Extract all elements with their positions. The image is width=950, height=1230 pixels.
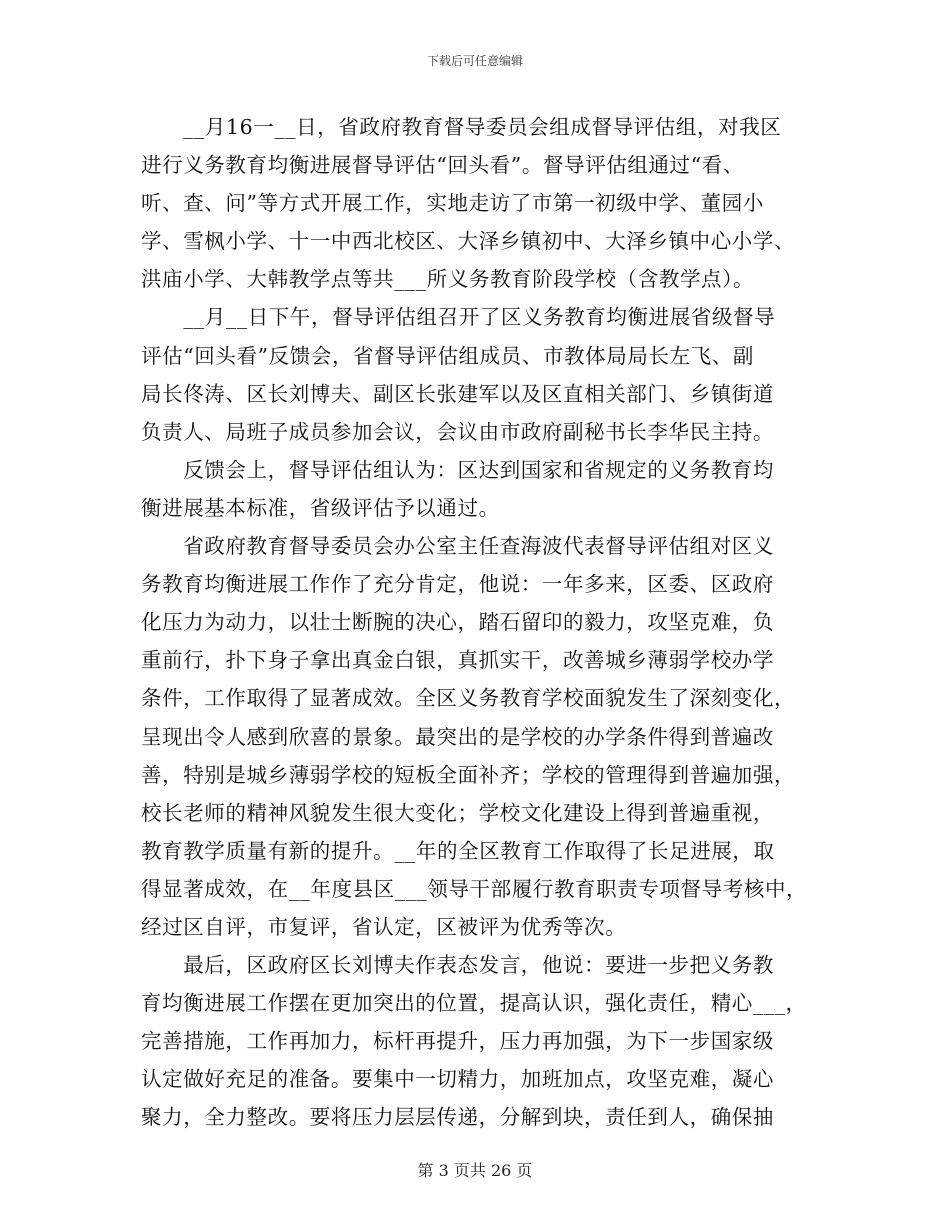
text-line: 进行义务教育均衡进展督导评估“回头看”。督导评估组通过“看、 [141, 153, 744, 178]
document-body [141, 108, 813, 1137]
text-line: 衡进展基本标准，省级评估予以通过。 [141, 495, 500, 520]
text-line: 校长老师的精神风貌发生很大变化；学校文化建设上得到普遍重视， [141, 800, 774, 825]
text-line: 育均衡进展工作摆在更加突出的位置，提高认识，强化责任，精心___， [141, 991, 807, 1016]
text-line: 聚力，全力整改。要将压力层层传递，分解到块，责任到人，确保抽 [141, 1105, 774, 1130]
text-line: 省政府教育督导委员会办公室主任查海波代表督导评估组对区义 [141, 534, 774, 559]
text-line: 呈现出令人感到欣喜的景象。最突出的是学校的办学条件得到普遍改 [141, 724, 774, 749]
text-line: 听、查、问”等方式开展工作，实地走访了市第一初级中学、董园小 [141, 191, 764, 216]
text-line: 反馈会上，督导评估组认为：区达到国家和省规定的义务教育均 [141, 457, 774, 482]
text-line: __月16一__日，省政府教育督导委员会组成督导评估组，对我区 [141, 115, 782, 139]
text-line: 务教育均衡进展工作作了充分肯定，他说：一年多来，区委、区政府 [141, 572, 774, 597]
text-line: 教育教学质量有新的提升。__年的全区教育工作取得了长足进展，取 [141, 838, 775, 863]
text-line: 化压力为动力，以壮士断腕的决心，踏石留印的毅力，攻坚克难，负 [141, 610, 774, 635]
text-line: 经过区自评，市复评，省认定，区被评为优秀等次。 [141, 914, 627, 939]
text-line: 完善措施，工作再加力，标杆再提升，压力再加强，为下一步国家级 [141, 1029, 774, 1054]
text-line: 善，特别是城乡薄弱学校的短板全面补齐；学校的管理得到普遍加强， [141, 762, 796, 787]
page-header: 下载后可任意编辑 [426, 54, 523, 68]
text-line: 条件，工作取得了显著成效。全区义务教育学校面貌发生了深刻变化， [141, 686, 796, 711]
text-line: 得显著成效，在__年度县区___领导干部履行教育职责专项督导考核中， [141, 876, 808, 901]
text-line: 评估“回头看”反馈会，省督导评估组成员、市教体局局长左飞、副 [141, 343, 754, 368]
text-line: 重前行，扑下身子拿出真金白银，真抓实干，改善城乡薄弱学校办学 [141, 648, 774, 673]
text-line: __月__日下午，督导评估组召开了区义务教育均衡进展省级督导 [141, 305, 776, 330]
text-line: 洪庙小学、大韩教学点等共___所义务教育阶段学校（含教学点）。 [141, 267, 755, 292]
text-line: 认定做好充足的准备。要集中一切精力，加班加点，攻坚克难，凝心 [141, 1067, 774, 1092]
page-number-footer: 第 3 页共 26 页 [417, 1161, 533, 1180]
text-line: 局长佟涛、区长刘博夫、副区长张建军以及区直相关部门、乡镇街道 [141, 381, 774, 406]
text-line: 最后，区政府区长刘博夫作表态发言，他说：要进一步把义务教 [141, 953, 774, 978]
text-line: 学、雪枫小学、十一中西北校区、大泽乡镇初中、大泽乡镇中心小学、 [141, 229, 796, 254]
text-line: 负责人、局班子成员参加会议，会议由市政府副秘书长李华民主持。 [141, 419, 774, 444]
